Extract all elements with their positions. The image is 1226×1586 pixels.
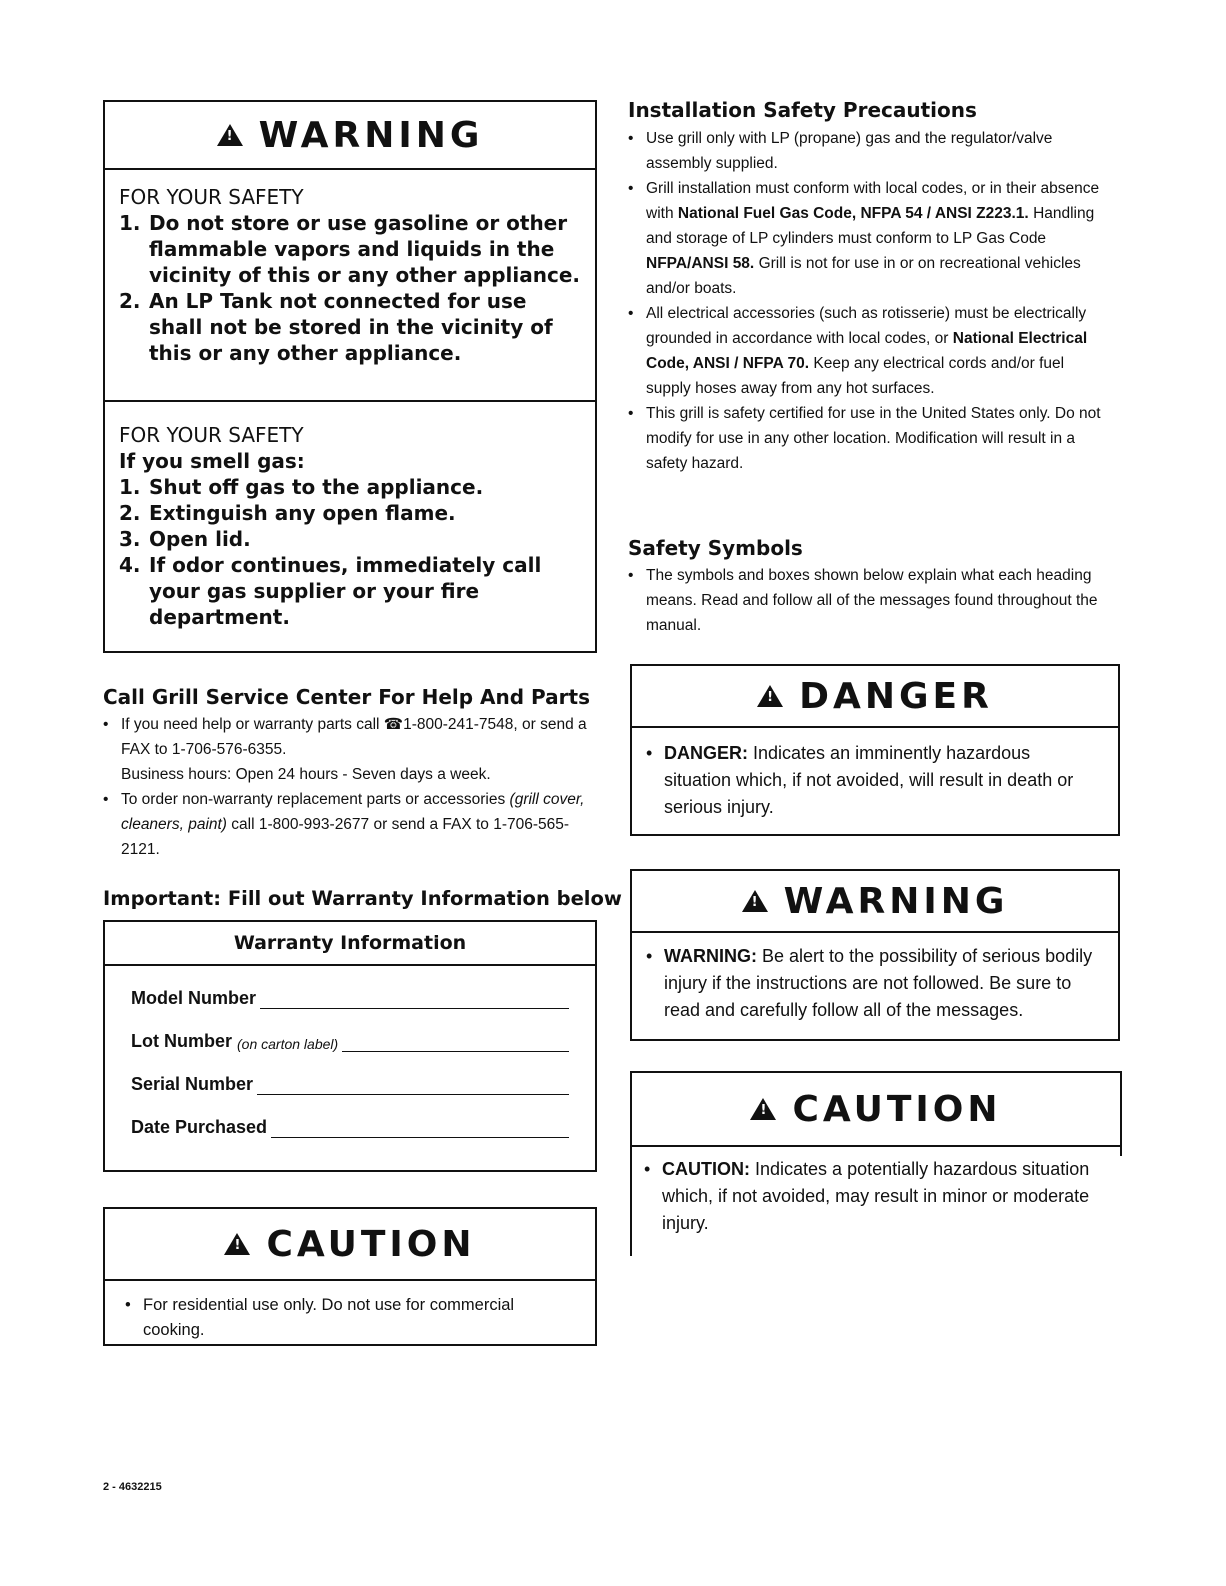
caution-box-2 xyxy=(630,1071,1122,1156)
danger-header-text: DANGER xyxy=(799,675,993,717)
caution2-left-rule xyxy=(630,1146,632,1256)
warning-triangle-icon xyxy=(750,1098,776,1120)
model-number-field[interactable]: Model Number xyxy=(131,988,569,1009)
caution-header-text: CAUTION xyxy=(266,1223,476,1265)
caution2-header xyxy=(632,1073,1120,1147)
warning-header-text: WARNING xyxy=(258,114,484,156)
smell-gas-subheading: If you smell gas: xyxy=(119,449,305,473)
service-title: Call Grill Service Center For Help And Parts xyxy=(103,685,590,709)
date-purchased-field[interactable]: Date Purchased xyxy=(131,1117,569,1138)
warning2-text: • WARNING: Be alert to the possibility of serious bodily injury if the instructions are not followed. Be sure to read and carefully follow all of the messages. xyxy=(646,946,1093,1020)
warning-box xyxy=(103,100,597,653)
caution-header xyxy=(105,1209,595,1281)
warning2-header xyxy=(632,871,1118,933)
danger-header xyxy=(632,666,1118,728)
installation-title: Installation Safety Precautions xyxy=(628,98,977,122)
warranty-title: Important: Fill out Warranty Information below xyxy=(103,887,622,910)
warning-header xyxy=(105,102,595,170)
warranty-box xyxy=(103,920,597,1172)
warning-triangle-icon xyxy=(757,685,783,707)
telephone-icon: ☎ xyxy=(383,716,404,733)
installation-list xyxy=(628,126,1108,476)
serial-number-field[interactable]: Serial Number xyxy=(131,1074,569,1095)
safety-item: 1. Do not store or use gasoline or other flammable vapors and liquids in the vicinity of this or any other appliance. xyxy=(119,211,581,287)
list-item: • This grill is safety certified for use in the United States only. Do not modify for use in any other location. Modification will result in a safety hazard. xyxy=(628,405,1101,472)
safety-item: 2. An LP Tank not connected for use shall not be stored in the vicinity of this or any other appliance. xyxy=(119,289,553,365)
list-item: • All electrical accessories (such as rotisserie) must be electrically grounded in accordance with local codes, or National Electrical Code, ANSI / NFPA 70. Keep any electrical cords and/or fuel supply hoses away from any hot surfaces. xyxy=(628,305,1088,397)
list-item: • The symbols and boxes shown below explain what each heading means. Read and follow all of the messages found throughout the manual. xyxy=(628,567,1098,634)
list-item: • To order non-warranty replacement parts or accessories (grill cover, cleaners, paint) call 1-800-993-2677 or send a FAX to 1-706-565-2121. xyxy=(103,791,585,858)
warning-box-2 xyxy=(630,869,1120,1041)
danger-text: • DANGER: Indicates an imminently hazardous situation which, if not avoided, will result in death or serious injury. xyxy=(646,743,1074,817)
caution2-header-text: CAUTION xyxy=(792,1088,1002,1130)
danger-box xyxy=(630,664,1120,836)
warning-triangle-icon xyxy=(217,124,243,146)
safety-item: 4. If odor continues, immediately call your gas supplier or your fire department. xyxy=(119,553,542,629)
caution-text: • For residential use only. Do not use for commercial cooking. xyxy=(125,1296,515,1339)
warning-triangle-icon xyxy=(224,1233,250,1255)
safety-item: 2. Extinguish any open flame. xyxy=(119,501,456,525)
service-text xyxy=(103,712,597,862)
warning2-header-text: WARNING xyxy=(783,880,1009,922)
safety-item: 3. Open lid. xyxy=(119,527,251,551)
safety-heading-2: FOR YOUR SAFETY xyxy=(119,423,304,447)
list-item: • Use grill only with LP (propane) gas and the regulator/valve assembly supplied. xyxy=(628,130,1053,172)
safety-heading-1: FOR YOUR SAFETY xyxy=(119,185,304,209)
warning-triangle-icon xyxy=(742,890,768,912)
safety-item: 1. Shut off gas to the appliance. xyxy=(119,475,484,499)
warning-section-1 xyxy=(105,170,595,402)
list-item: • Grill installation must conform with local codes, or in their absence with National Fuel Gas Code, NFPA 54 / ANSI Z223.1. Handling and storage of LP cylinders must conform to LP Gas Code NFPA/ANSI 58. Grill is not for use in or on recreational vehicles and/or boats. xyxy=(628,180,1100,297)
page-number: 2 - 4632215 xyxy=(103,1481,162,1493)
lot-number-field[interactable]: Lot Number (on carton label) xyxy=(131,1031,569,1052)
warranty-fields xyxy=(105,966,595,1138)
list-item: • If you need help or warranty parts call ☎1-800-241-7548, or send a FAX to 1-706-576-6355. Business hours: Open 24 hours - Seven days a week. xyxy=(103,716,587,783)
symbols-title: Safety Symbols xyxy=(628,536,803,560)
symbols-text xyxy=(628,563,1108,638)
caution2-text: • CAUTION: Indicates a potentially hazardous situation which, if not avoided, may result in minor or moderate injury. xyxy=(644,1159,1090,1233)
caution-box-left xyxy=(103,1207,597,1346)
warning-section-2 xyxy=(105,402,595,630)
warranty-box-title: Warranty Information xyxy=(105,922,595,966)
